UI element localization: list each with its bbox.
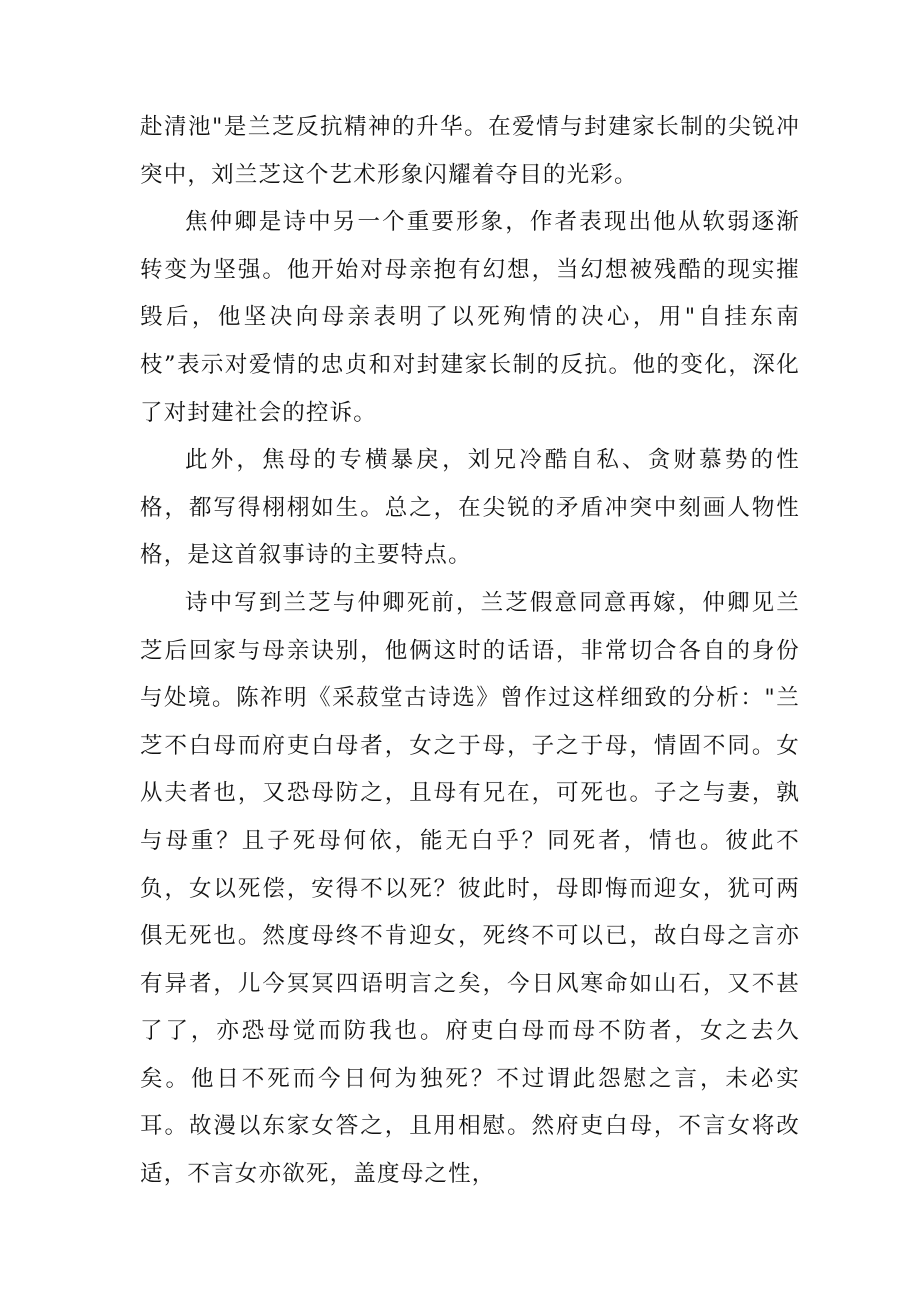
paragraph-1: 赴清池"是兰芝反抗精神的升华。在爱情与封建家长制的尖锐冲突中，刘兰芝这个艺术形象闪耀着夺目的光彩。 <box>140 114 800 188</box>
paragraph-4: 诗中写到兰芝与仲卿死前，兰芝假意同意再嫁，仲卿见兰芝后回家与母亲诀别，他俩这时的话语，非常切合各自的身份与处境。陈祚明《采菽堂古诗选》曾作过这样细致的分析："兰芝不白母而府吏白母者，女之于母，子之于母，情固不同。女从夫者也，又恐母防之，且母有兄在，可死也。子之与妻，孰与母重？且子死母何依，能无白乎？同死者，情也。彼此不负，女以死偿，安得不以死？彼此时，母即悔而迎女，犹可两俱无死也。然度母终不肯迎女，死终不可以已，故白母之言亦有异者，儿今冥冥四语明言之矣，今日风寒命如山石，又不甚了了，亦恐母觉而防我也。府吏白母而母不防者，女之去久矣。他日不死而今日何为独死？不过谓此怨慰之言，未必实耳。故漫以东家女答之，且用相慰。然府吏白母，不言女将改适，不言女亦欲死，盖度母之性， <box>140 589 800 1188</box>
document-body <box>140 104 800 1199</box>
paragraph-2: 焦仲卿是诗中另一个重要形象，作者表现出他从软弱逐渐转变为坚强。他开始对母亲抱有幻想，当幻想被残酷的现实摧毁后，他坚决向母亲表明了以死殉情的决心，用"自挂东南枝”表示对爱情的忠贞和对封建家长制的反抗。他的变化，深化了对封建社会的控诉。 <box>140 209 800 426</box>
paragraph-3: 此外，焦母的专横暴戾，刘兄冷酷自私、贪财慕势的性格，都写得栩栩如生。总之，在尖锐的矛盾冲突中刻画人物性格，是这首叙事诗的主要特点。 <box>140 447 800 569</box>
